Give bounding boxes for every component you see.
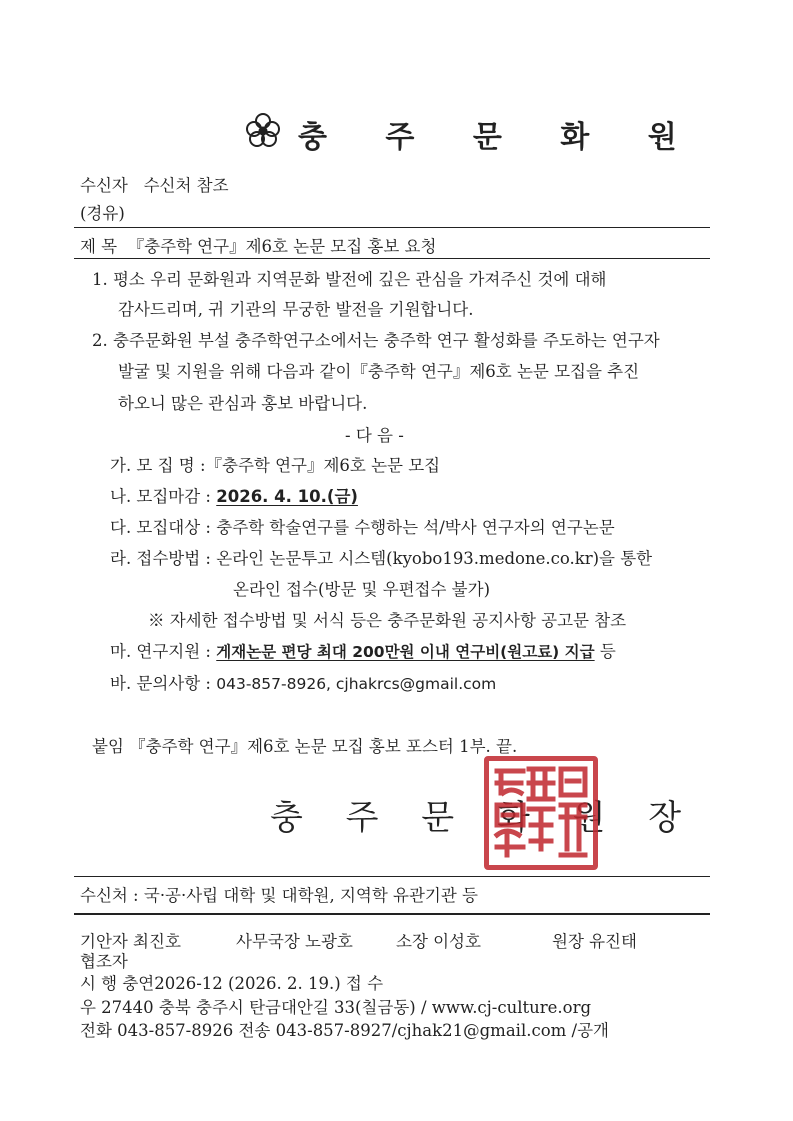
approval-president: 원장 유진태	[552, 932, 637, 951]
detail-da: 다. 모집대상 : 충주학 학술연구를 수행하는 석/박사 연구자의 연구논문	[110, 518, 615, 537]
paragraph-2-line-2: 발굴 및 지원을 위해 다음과 같이『충주학 연구』제6호 논문 모집을 추진	[118, 362, 640, 381]
detail-ra-line-2: 온라인 접수(방문 및 우편접수 불가)	[233, 580, 490, 599]
paragraph-1-line-1: 1. 평소 우리 문화원과 지역문화 발전에 깊은 관심을 가져주신 것에 대해	[92, 270, 607, 289]
approval-lab-director: 소장 이성호	[396, 932, 481, 951]
approval-cooperator: 협조자	[80, 952, 128, 971]
contact-line: 전화 043-857-8926 전송 043-857-8927/cjhak21@gmail.com /공개	[80, 1021, 609, 1040]
subject-line: 제 목 『충주학 연구』제6호 논문 모집 홍보 요청	[80, 237, 437, 256]
detail-ma: 마. 연구지원 : 게재논문 편당 최대 200만원 이내 연구비(원고료) 지급 등	[110, 642, 616, 661]
divider-subject	[74, 258, 710, 259]
divider-top	[74, 227, 710, 228]
recipient-line: 수신자 수신처 참조	[80, 176, 229, 195]
detail-ba: 바. 문의사항 : 043-857-8926, cjhakrcs@gmail.com	[110, 674, 497, 693]
document-header-title: 충 주 문 화 원	[298, 120, 701, 155]
address-line: 우 27440 충북 충주시 탄금대안길 33(칠금동) / www.cj-culture.org	[80, 998, 592, 1017]
recipients-list-line: 수신처 : 국·공·사립 대학 및 대학원, 지역학 유관기관 등	[80, 886, 478, 905]
logo-icon	[245, 112, 281, 148]
detail-ga: 가. 모 집 명 :『충주학 연구』제6호 논문 모집	[110, 456, 441, 475]
official-seal	[484, 756, 598, 870]
paragraph-2-line-3: 하오니 많은 관심과 홍보 바랍니다.	[118, 394, 368, 413]
paragraph-2-line-1: 2. 충주문화원 부설 충주학연구소에서는 충주학 연구 활성화를 주도하는 연구자	[92, 331, 660, 350]
enforcement-line: 시 행 충연2026-12 (2026. 2. 19.) 접 수	[80, 974, 384, 993]
approval-drafter: 기안자 최진호	[80, 932, 181, 951]
research-support-value: 게재논문 편당 최대 200만원 이내 연구비(원고료) 지급	[216, 643, 595, 661]
attachment-line: 붙임 『충주학 연구』제6호 논문 모집 홍보 포스터 1부. 끝.	[92, 737, 518, 756]
paragraph-1-line-2: 감사드리며, 귀 기관의 무궁한 발전을 기원합니다.	[118, 300, 474, 319]
detail-note: ※ 자세한 접수방법 및 서식 등은 충주문화원 공지사항 공고문 참조	[148, 611, 627, 630]
deadline-value: 2026. 4. 10.(금)	[216, 487, 358, 506]
divider-recipients-top	[74, 876, 710, 877]
detail-ra: 라. 접수방법 : 온라인 논문투고 시스템(kyobo193.medone.co.kr)을 통한	[110, 549, 653, 568]
signature-title: 충 주 문 화 원 장	[270, 798, 698, 838]
via-line: (경유)	[80, 204, 125, 223]
approval-secretary: 사무국장 노광호	[236, 932, 353, 951]
divider-recipients-bottom	[74, 913, 710, 915]
contact-value: 043-857-8926, cjhakrcs@gmail.com	[216, 675, 497, 693]
next-heading: - 다 음 -	[345, 426, 404, 445]
detail-na: 나. 모집마감 : 2026. 4. 10.(금)	[110, 487, 358, 506]
